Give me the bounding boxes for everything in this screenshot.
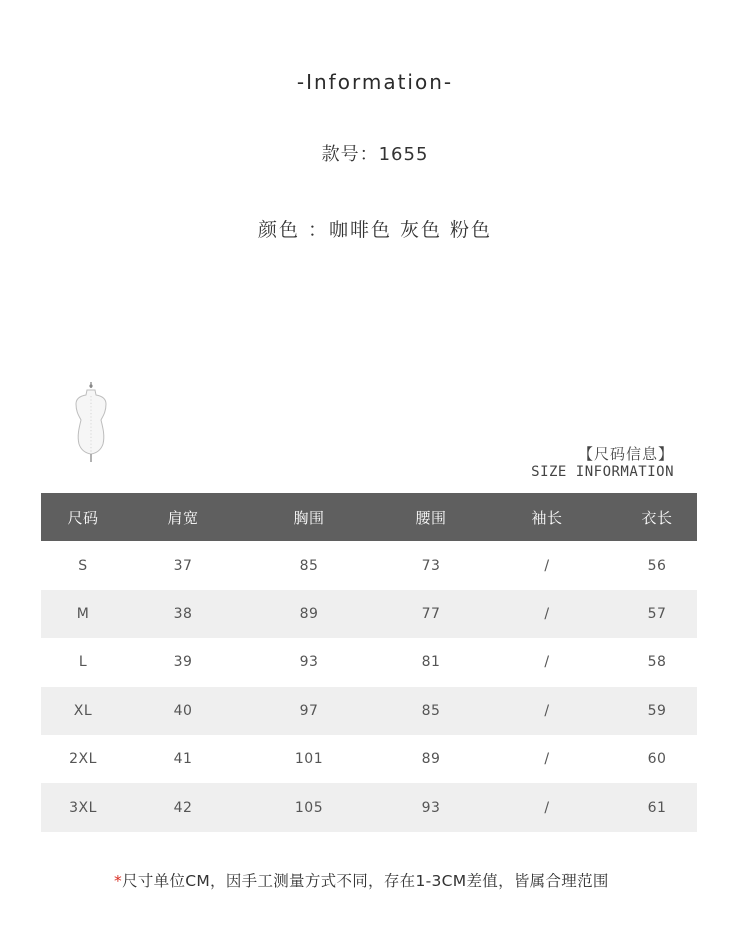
table-cell-length: 60	[647, 751, 667, 768]
table-cell-sleeve: /	[544, 702, 550, 719]
table-cell-length: 58	[647, 654, 667, 671]
table-cell-size: 2XL	[69, 751, 97, 768]
table-cell-bust: 105	[294, 799, 324, 816]
table-cell-size: XL	[73, 702, 93, 719]
table-cell-length: 56	[647, 557, 667, 574]
table-cell-waist: 85	[421, 702, 441, 719]
mannequin-icon	[68, 382, 114, 464]
header-length: 衣长	[641, 508, 673, 527]
table-cell-sleeve: /	[544, 654, 550, 671]
size-table	[41, 493, 697, 832]
table-row	[41, 638, 697, 686]
table-cell-waist: 73	[421, 557, 441, 574]
style-number: 款号：1655	[321, 144, 429, 165]
header-bust: 胸围	[293, 508, 325, 527]
header-size: 尺码	[67, 508, 99, 527]
size-info-heading-cn: 【尺码信息】	[577, 445, 674, 463]
table-cell-length: 57	[647, 605, 667, 622]
table-cell-waist: 81	[421, 654, 441, 671]
table-row	[41, 541, 697, 589]
color-options: 颜色 ：咖啡色 灰色 粉色	[257, 219, 493, 241]
table-cell-size: L	[78, 654, 88, 671]
measurement-footnote	[114, 869, 609, 891]
table-cell-shoulder: 37	[173, 557, 193, 574]
header-waist: 腰围	[415, 508, 447, 527]
footnote-asterisk: *	[114, 872, 123, 890]
header-shoulder: 肩宽	[167, 508, 199, 527]
table-cell-length: 59	[647, 702, 667, 719]
table-cell-bust: 97	[299, 702, 319, 719]
table-cell-shoulder: 39	[173, 654, 193, 671]
table-cell-shoulder: 42	[173, 799, 193, 816]
table-cell-size: S	[78, 557, 88, 574]
table-cell-size: M	[76, 605, 90, 622]
information-title: -Information-	[296, 70, 454, 94]
table-row	[41, 735, 697, 783]
table-row	[41, 687, 697, 735]
footnote-text: 尺寸单位CM，因手工测量方式不同，存在1-3CM差值，皆属合理范围	[122, 872, 609, 890]
table-cell-shoulder: 41	[173, 751, 193, 768]
table-header-row	[41, 493, 697, 541]
table-row	[41, 783, 697, 831]
table-cell-sleeve: /	[544, 557, 550, 574]
table-cell-waist: 93	[421, 799, 441, 816]
header-sleeve: 袖长	[531, 508, 563, 527]
table-cell-shoulder: 38	[173, 605, 193, 622]
table-row	[41, 590, 697, 638]
table-cell-size: 3XL	[69, 799, 97, 816]
table-cell-bust: 89	[299, 605, 319, 622]
table-cell-shoulder: 40	[173, 702, 193, 719]
size-info-heading-en: SIZE INFORMATION	[531, 464, 674, 480]
table-cell-sleeve: /	[544, 799, 550, 816]
table-cell-waist: 89	[421, 751, 441, 768]
table-cell-waist: 77	[421, 605, 441, 622]
table-cell-length: 61	[647, 799, 667, 816]
table-cell-sleeve: /	[544, 751, 550, 768]
table-cell-bust: 85	[299, 557, 319, 574]
table-cell-sleeve: /	[544, 605, 550, 622]
table-cell-bust: 93	[299, 654, 319, 671]
table-cell-bust: 101	[294, 751, 324, 768]
